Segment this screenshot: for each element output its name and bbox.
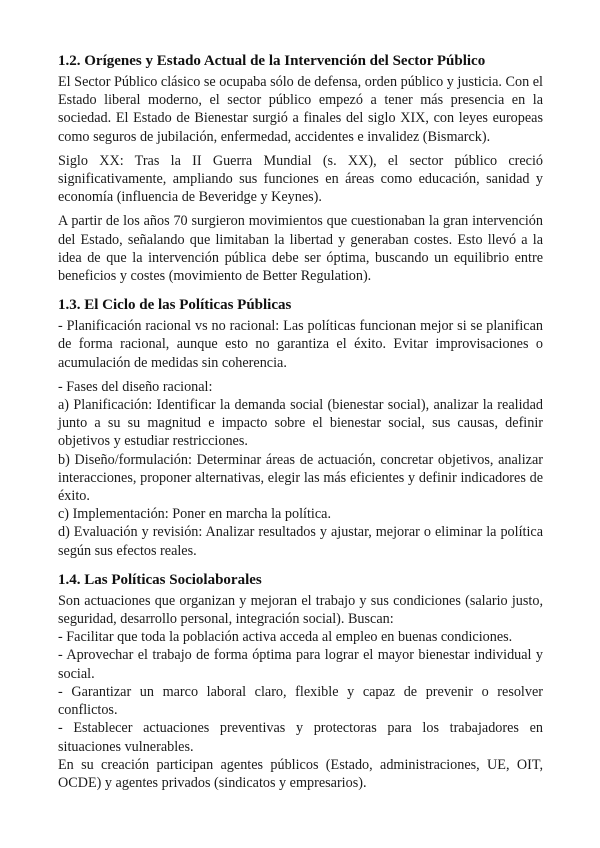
- document-page: [58, 51, 543, 792]
- section-1-4-closing: En su creación participan agentes públicos (Estado, administraciones, UE, OIT, OCDE) y agentes privados (sindicatos y empresarios).: [58, 756, 543, 791]
- section-1-2-paragraph-2: Siglo XX: Tras la II Guerra Mundial (s. XX), el sector público creció significativamente, ampliando sus funciones en áreas como educación, sanidad y economía (influencia de Beveridge y Keynes).: [58, 152, 543, 206]
- section-1-3-heading: 1.3. El Ciclo de las Políticas Públicas: [58, 297, 292, 314]
- section-1-2-paragraph-1: El Sector Público clásico se ocupaba sólo de defensa, orden público y justicia. Con el Estado liberal moderno, el sector público empezó a tener más presencia en la sociedad. El Estado de Bienestar surgió a finales del siglo XIX, con leyes europeas como seguros de jubilación, enfermedad, accidentes e invalidez (Bismarck).: [58, 74, 543, 145]
- section-1-3-paragraph-1: - Planificación racional vs no racional: Las políticas funcionan mejor si se planifican de forma racional, aunque esto no garantiza el éxito. Evitar improvisaciones o acumulación de medidas sin coherencia.: [58, 318, 543, 371]
- section-1-2-paragraph-3: A partir de los años 70 surgieron movimientos que cuestionaban la gran intervención del Estado, señalando que limitaban la libertad y generaban costes. Esto llevó a la idea de que la intervención pública debe ser óptima, buscando un equilibrio entre beneficios y costes (movimiento de Better Regulation).: [58, 213, 543, 285]
- section-1-4-bullet-1: - Facilitar que toda la población activa acceda al empleo en buenas condiciones.: [58, 629, 513, 646]
- section-1-3-phase-b: b) Diseño/formulación: Determinar áreas de actuación, concretar objetivos, analizar interacciones, proponer alternativas, elegir las más eficientes y definir indicadores de éxito.: [58, 451, 543, 505]
- section-1-2-heading: 1.2. Orígenes y Estado Actual de la Intervención del Sector Público: [58, 53, 486, 69]
- section-1-4-bullet-2: - Aprovechar el trabajo de forma óptima para lograr el mayor bienestar individual y social.: [58, 647, 543, 682]
- section-1-3-phases-title: - Fases del diseño racional:: [58, 378, 213, 395]
- section-1-3-phase-a: a) Planificación: Identificar la demanda social (bienestar social), analizar la realidad junto a su su magnitud e impacto sobre el bienestar social, sus causas, definir objetivos y estudiar restricciones.: [58, 397, 543, 450]
- section-1-4-intro: Son actuaciones que organizan y mejoran el trabajo y sus condiciones (salario justo, seguridad, desarrollo personal, integración social). Buscan:: [58, 592, 543, 628]
- section-1-3-phase-d: d) Evaluación y revisión: Analizar resultados y ajustar, mejorar o eliminar la política según sus efectos reales.: [58, 524, 543, 559]
- section-1-4-bullet-4: - Establecer actuaciones preventivas y protectoras para los trabajadores en situaciones vulnerables.: [58, 720, 543, 755]
- section-1-4-bullet-3: - Garantizar un marco laboral claro, flexible y capaz de prevenir o resolver conflictos.: [58, 683, 543, 719]
- section-1-3-phase-c: c) Implementación: Poner en marcha la política.: [58, 506, 331, 523]
- section-1-4-heading: 1.4. Las Políticas Sociolaborales: [58, 571, 262, 588]
